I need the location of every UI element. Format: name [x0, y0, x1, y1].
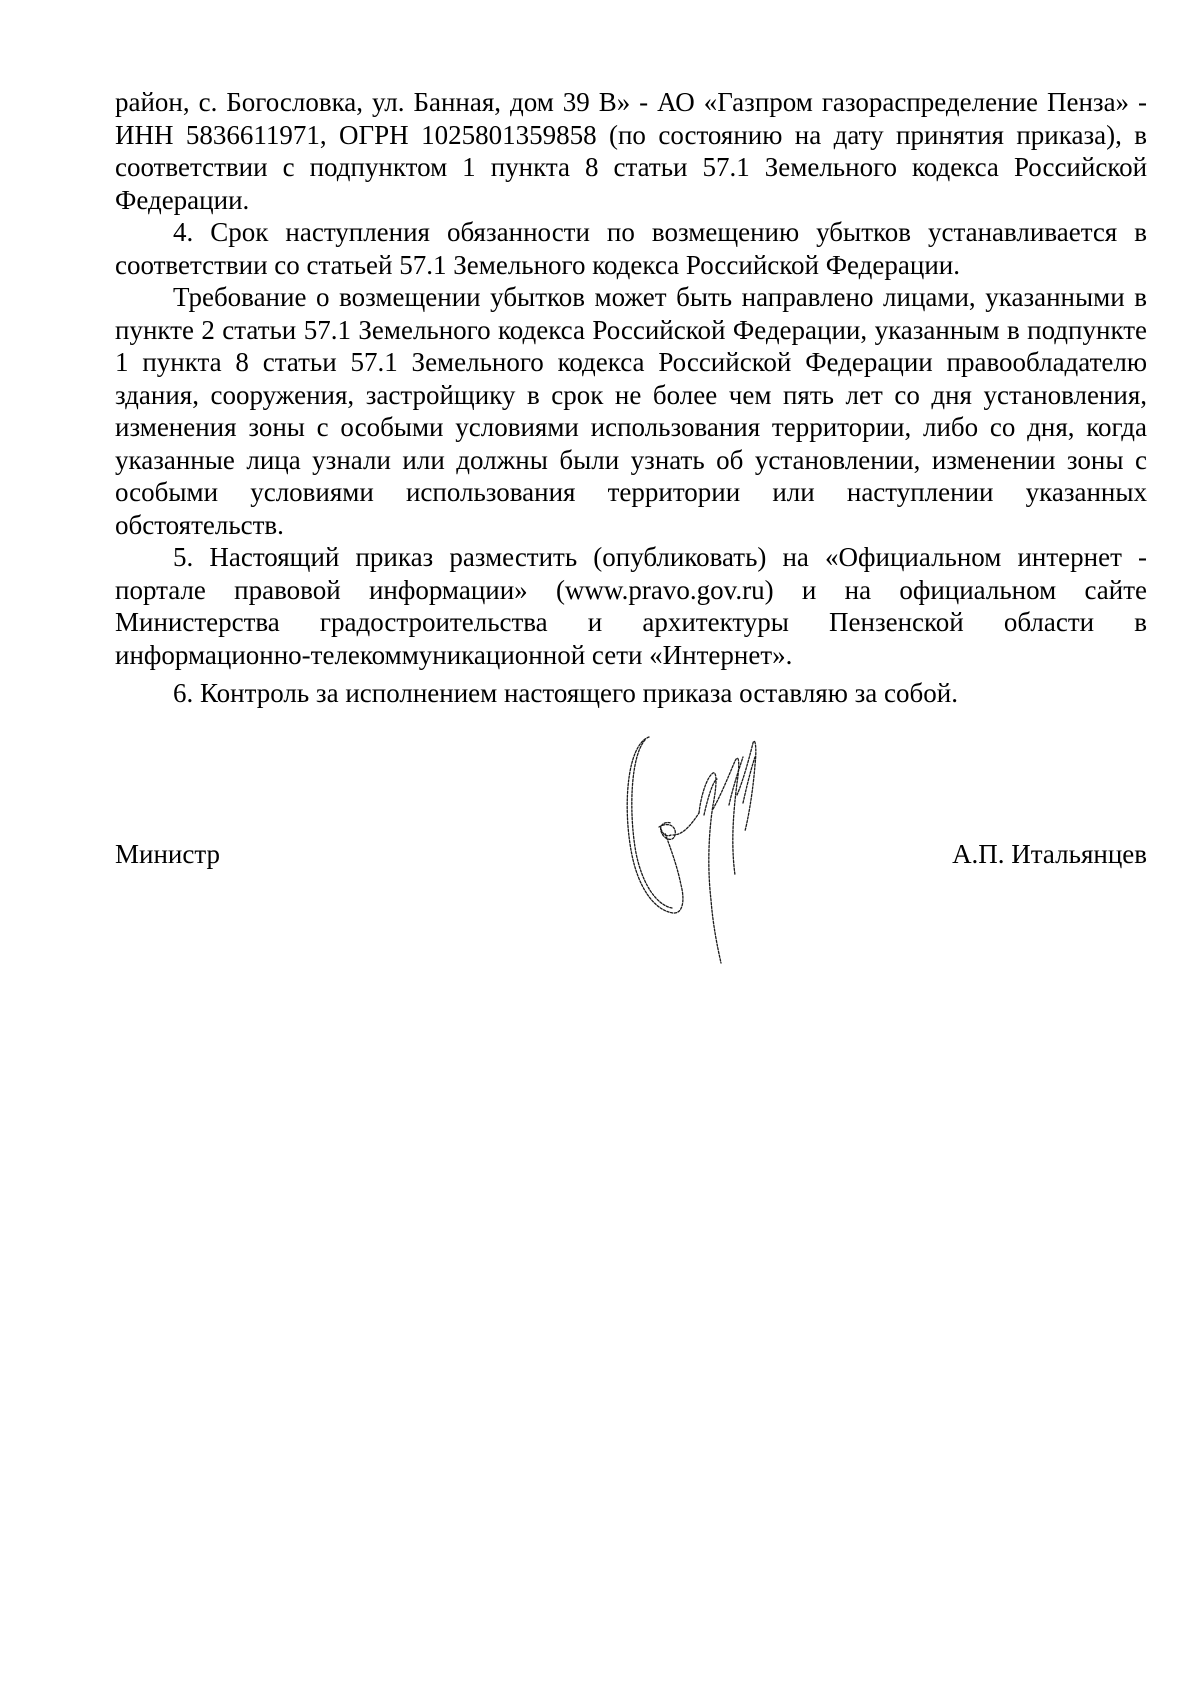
paragraph-claim-requirement	[115, 281, 1147, 541]
signatory-name: А.П. Итальянцев	[952, 839, 1147, 869]
text-line: Пенза» - ИНН 5836611971, ОГРН 1025801359858 (по состоянию на дату принятия	[115, 87, 1148, 150]
text-line: 4. Срок наступления обязанности по возмещению убытков устанавливается	[173, 217, 1118, 247]
text-line: пять лет со дня установления, изменения зоны с особыми условиями использования	[115, 379, 1147, 442]
text-line: Российской Федерации.	[115, 152, 1148, 215]
paragraph-item-5	[115, 541, 1147, 671]
paragraph-item-6	[115, 677, 1147, 710]
text-line: в информационно-телекоммуникационной сети «Интернет».	[115, 607, 1147, 670]
text-line: в соответствии со статьей 57.1 Земельного кодекса Российской Федерации.	[115, 217, 1147, 280]
text-line: территории, либо со дня, когда указанные лица узнали или должны были узнать об	[115, 412, 1147, 475]
text-line: указанным в подпункте 1 пункта 8 статьи 57.1 Земельного кодекса Российской	[115, 314, 1147, 377]
text-line: установлении, изменении зоны с особыми условиями использования территории или	[115, 444, 1147, 507]
text-line: Федерации правообладателю здания, сооружения, застройщику в срок не более чем	[115, 347, 1147, 410]
text-line: Требование о возмещении убытков может быть направлено лицами,	[173, 282, 976, 312]
text-line: 5. Настоящий приказ разместить (опубликовать) на «Официальном интернет -	[173, 542, 1147, 572]
text-line: 6. Контроль за исполнением настоящего приказа оставляю за собой.	[173, 678, 958, 708]
paragraph-continuation	[115, 86, 1147, 216]
document-body	[115, 86, 1147, 710]
text-line: указанными в пункте 2 статьи 57.1 Земельного кодекса Российской Федерации,	[115, 282, 1147, 345]
handwritten-signature-image	[625, 735, 795, 965]
paragraph-item-4	[115, 216, 1147, 281]
signatory-role: Министр	[115, 839, 220, 869]
text-line: наступлении указанных обстоятельств.	[115, 477, 1148, 540]
text-line: район, с. Богословка, ул. Банная, дом 39 В» - АО «Газпром газораспределение	[115, 87, 1038, 117]
text-line: Министерства градостроительства и архитектуры Пензенской области	[115, 607, 1095, 637]
text-line: приказа), в соответствии с подпунктом 1 пункта 8 статьи 57.1 Земельного кодекса	[115, 119, 1147, 182]
text-line: портале правовой информации» (www.pravo.gov.ru) и на официальном сайте	[115, 574, 1147, 605]
